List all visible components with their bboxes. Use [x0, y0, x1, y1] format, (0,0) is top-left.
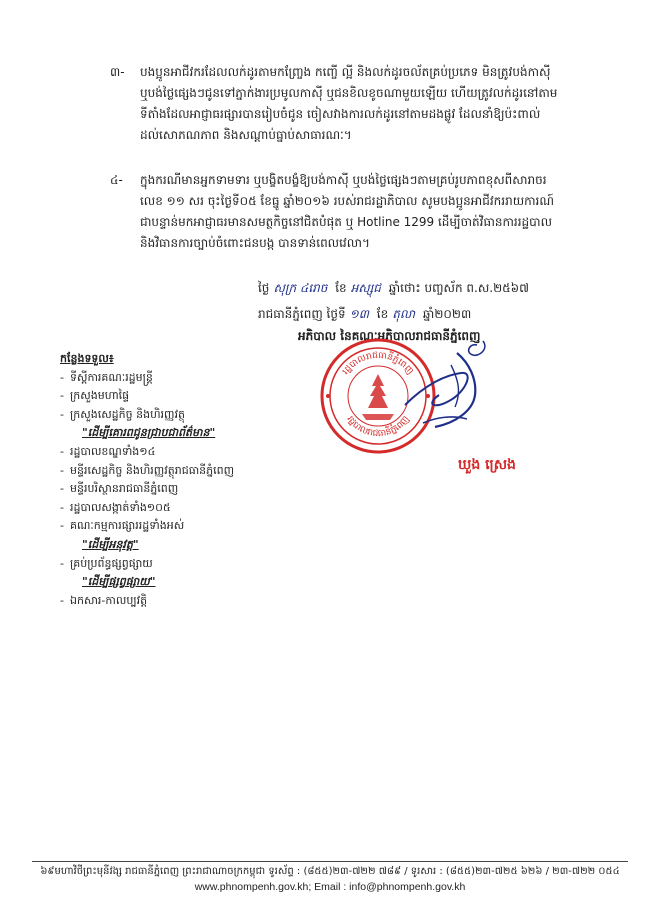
website-link[interactable]: www.phnompenh.gov.kh	[194, 881, 309, 893]
recipient-item: - គណៈកម្មការផ្សាររដ្ឋទាំងអស់	[60, 519, 185, 533]
signature-icon	[365, 335, 505, 445]
footer-divider	[32, 861, 628, 862]
lunar-year: ឆ្នាំថោះ បញ្ចស័ក ព.ស.២៥៦៧	[388, 281, 529, 295]
signer-title: អភិបាល នៃគណៈអភិបាលរាជធានីភ្នំពេញ	[298, 329, 481, 343]
item-line: លេខ ១១ សរ ចុះថ្ងៃទី០៥ ខែធ្នូ ឆ្នាំ២០១៦ របស់រាជរដ្ឋាភិបាល សូមបងប្អូនអាជីវកររាយការណ៍	[140, 194, 555, 208]
item-line: និងវិធានការច្បាប់ចំពោះជនបង្ក បានទាន់ពេលវេលា។	[140, 236, 370, 250]
recipient-item: - រដ្ឋបាលខណ្ឌទាំង១៤	[60, 444, 156, 458]
recipient-item: - មន្ទីរបរិស្ថានរាជធានីភ្នំពេញ	[60, 482, 179, 496]
recipients-list	[60, 350, 320, 610]
lunar-month-label: ខែ	[335, 281, 347, 295]
footer-address: ៦៩មហាវិថីព្រះមុនីវង្ស រាជធានីភ្នំពេញ ព្រះរាជាណាចក្រកម្ពុជា ទូរស័ព្ទ : (៨៥៥)២៣-៧២២ ៧៨៩ / ទូរសារ : (៨៥៥)២៣-៧២៥ ៦២៦ / ២៣-៧២២ ០៥៤	[40, 866, 620, 877]
email-label: Email :	[314, 881, 347, 893]
email-link[interactable]: info@phnompenh.gov.kh	[349, 881, 466, 893]
item-line: ទីតាំងដែលអាជ្ញាធរផ្សារបានរៀបចំជូន ចៀសវាងការលក់ដូរនៅតាមដងផ្លូវ ដែលនាំឱ្យប៉ះពាល់	[140, 107, 541, 121]
item-line: ឬបង់ថ្លៃផ្សេងៗជូនទៅភ្នាក់ងារប្រមូលកាសុី ឬជនខិលខូចណាមួយឡើយ ហើយត្រូវលក់ដូរនៅតាម	[140, 86, 558, 100]
recipient-item: - ទីស្តីការគណៈរដ្ឋមន្ត្រី	[60, 370, 153, 384]
item-line: ជាបន្ទាន់មកអាជ្ញាធរមានសមត្ថកិច្ចនៅជិតបំផុត ឬ Hotline 1299 ដើម្បីចាត់វិធានការរដ្ឋបាល	[140, 215, 553, 229]
recipient-group-label: "ដើម្បីអនុវត្ត"	[82, 537, 139, 551]
seal-top-text: រដ្ឋបាលរាជធានីភ្នំពេញ	[340, 350, 416, 377]
signature	[365, 335, 505, 445]
solar-month-label: ខែ	[376, 307, 389, 321]
lunar-date	[258, 278, 628, 298]
solar-date	[258, 304, 628, 324]
recipient-item: - ក្រសួងសេដ្ឋកិច្ច និងហិរញ្ញវត្ថុ	[60, 407, 186, 421]
footer-contact: www.phnompenh.gov.kh; Email : info@phnompenh.gov.kh	[194, 881, 466, 893]
recipient-item: - មន្ទីរសេដ្ឋកិច្ច និងហិរញ្ញវត្ថុរាជធានីភ្នំពេញ	[60, 463, 235, 477]
solar-year: ឆ្នាំ២០២៣	[422, 307, 472, 321]
signer-name: ឃួង ស្រេង	[458, 457, 516, 473]
recipient-item: - រដ្ឋបាលសង្កាត់ទាំង១០៥	[60, 500, 171, 514]
solar-prefix: រាជធានីភ្នំពេញ ថ្ងៃទី	[258, 307, 346, 321]
lunar-month: អស្សុជ	[350, 281, 381, 295]
item-line: បងប្អូនអាជីវករដែលលក់ដូរតាមកញ្ច្រែង កញ្ចើ ល្អី និងលក់ដូរចល័តគ្រប់ប្រភេទ មិនត្រូវបង់កាសុី	[140, 65, 551, 79]
list-item-3	[110, 62, 630, 146]
item-number: ៣-	[110, 65, 125, 79]
solar-day: ១៣	[349, 307, 369, 321]
recipients-heading: កន្លែងទទួល៖	[60, 352, 114, 365]
solar-month: តុលា	[392, 307, 416, 321]
list-item-4	[110, 170, 630, 254]
item-line: ក្នុងករណីមានអ្នកទាមទារ ឬបង្ខិតបង្ខំឱ្យបង់កាសុី ឬបង់ថ្លៃផ្សេងៗតាមគ្រប់រូបភាពខុសពីសារាចរ	[140, 173, 547, 187]
recipient-group-label: "ដើម្បីផ្សព្វផ្សាយ"	[82, 575, 156, 589]
recipient-item: - ឯកសារ-កាលប្បវត្តិ	[60, 593, 148, 607]
recipient-item: - ក្រសួងមហាផ្ទៃ	[60, 389, 130, 403]
seal-bottom-text: រដ្ឋបាលរាជធានីភ្នំពេញ	[344, 414, 412, 440]
item-line: ដល់សោភណភាព និងសណ្តាប់ធ្នាប់សាធារណៈ។	[140, 128, 352, 142]
lunar-prefix: ថ្ងៃ	[258, 281, 270, 295]
recipient-group-label: "ដើម្បីគោរពជូនជ្រាបជាព័ត៌មាន"	[82, 426, 216, 440]
lunar-day: សុក្រ ៤រោច	[273, 281, 328, 295]
item-number: ៤-	[110, 173, 123, 187]
recipient-item: - គ្រប់ប្រព័ន្ធផ្សព្វផ្សាយ	[60, 556, 153, 570]
